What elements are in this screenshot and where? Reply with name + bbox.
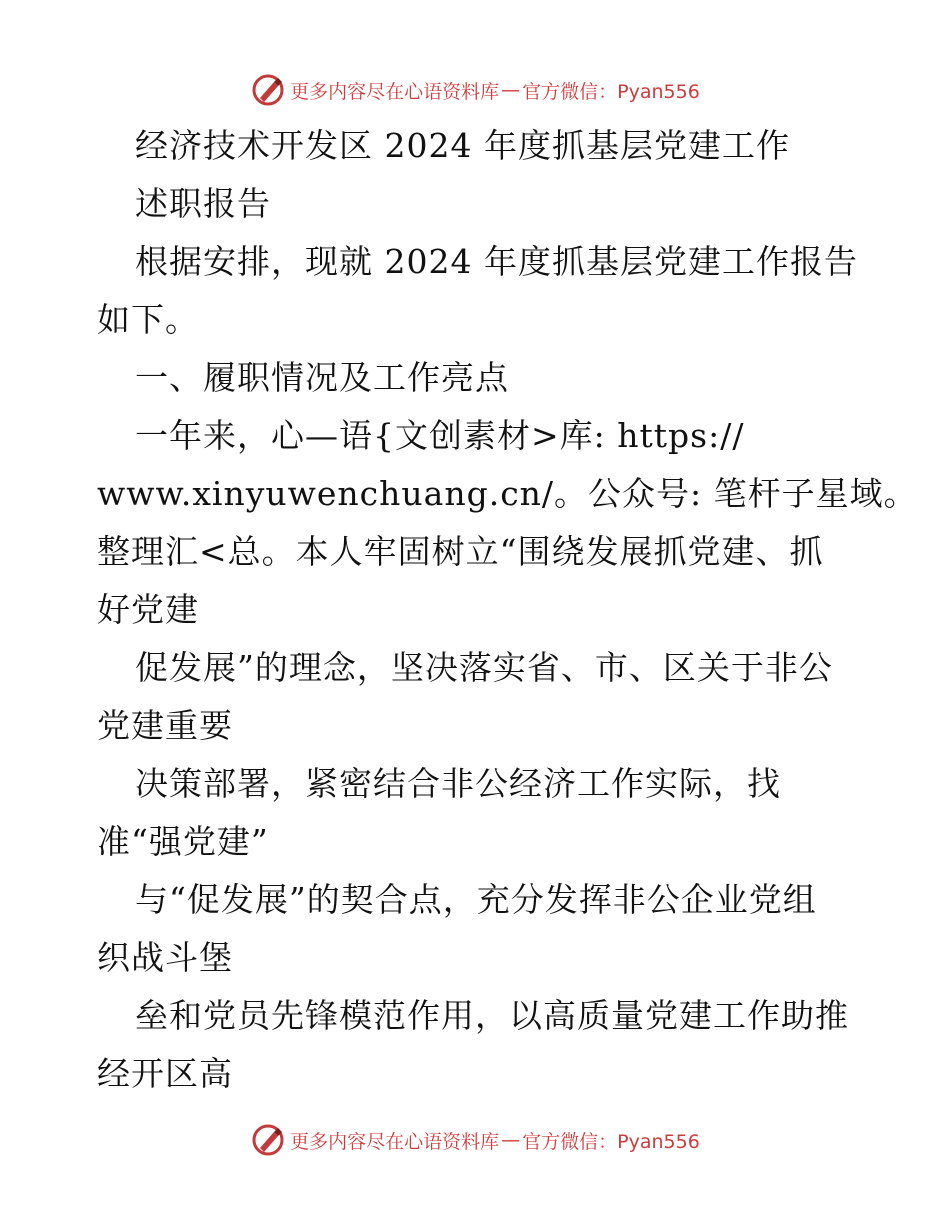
paragraph-line: 好党建 <box>97 590 199 629</box>
section-heading: 一、履职情况及工作亮点 <box>135 358 509 397</box>
doc-title-line-2: 述职报告 <box>135 184 271 223</box>
paragraph-line: 垒和党员先锋模范作用，以高质量党建工作助推 <box>135 996 849 1035</box>
watermark-main-text: 更多内容尽在心语资料库 <box>290 1130 500 1153</box>
watermark-wechat-text: 官方微信：Pyan556 <box>522 80 700 103</box>
watermark-dash: — <box>501 79 521 101</box>
pen-logo-icon <box>250 72 286 108</box>
paragraph-line: www.xinyuwenchuang.cn/。公众号: 笔杆子星域。 <box>97 474 918 513</box>
watermark-main-text: 更多内容尽在心语资料库 <box>290 80 500 103</box>
pen-logo-icon <box>250 1122 286 1158</box>
paragraph-line: 如下。 <box>97 300 199 339</box>
paragraph-line: 党建重要 <box>97 706 233 745</box>
paragraph-line: 决策部署，紧密结合非公经济工作实际，找 <box>135 764 781 803</box>
header-watermark <box>0 70 950 110</box>
footer-watermark <box>0 1120 950 1160</box>
paragraph-line: 根据安排，现就 2024 年度抓基层党建工作报告 <box>135 242 858 281</box>
paragraph-line: 经开区高 <box>97 1054 233 1093</box>
paragraph-line: 一年来，心—语{文创素材>库: https:// <box>135 416 745 455</box>
paragraph-line: 准“强党建” <box>97 822 269 861</box>
watermark-wechat-text: 官方微信：Pyan556 <box>522 1130 700 1153</box>
paragraph-line: 促发展”的理念，坚决落实省、市、区关于非公 <box>135 648 833 687</box>
paragraph-line: 与“促发展”的契合点，充分发挥非公企业党组 <box>135 880 817 919</box>
paragraph-line: 织战斗堡 <box>97 938 233 977</box>
watermark-dash: — <box>501 1129 521 1151</box>
doc-title-line-1: 经济技术开发区 2024 年度抓基层党建工作 <box>135 126 790 165</box>
paragraph-line: 整理汇<总。本人牢固树立“围绕发展抓党建、抓 <box>97 532 824 571</box>
